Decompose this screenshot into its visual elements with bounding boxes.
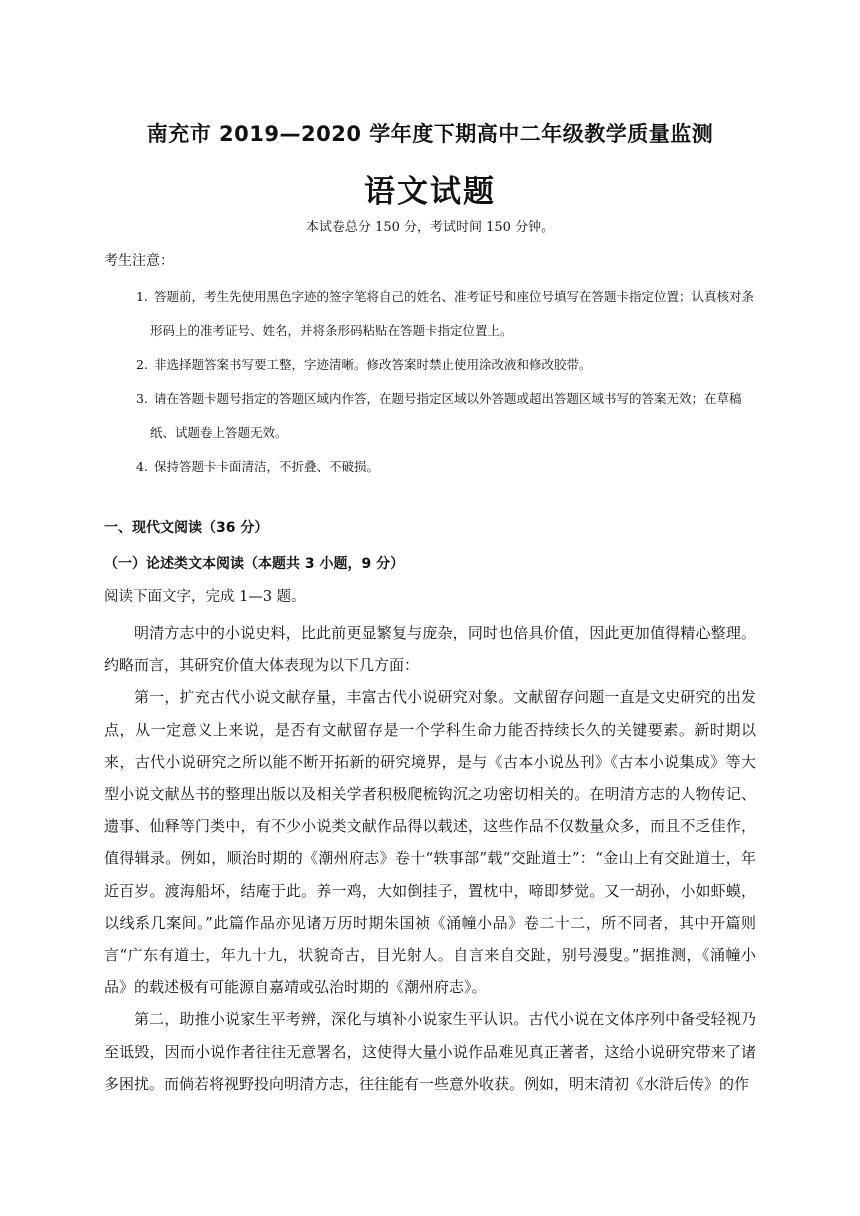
notice-item-text: 请在答题卡题号指定的答题区域内作答，在题号指定区域以外答题或超出答题区域书写的答案无效；在草稿纸、试题卷上答题无效。 <box>150 391 742 440</box>
notice-item-number: 4. <box>136 459 148 474</box>
notice-item-number: 1. <box>136 289 148 304</box>
notice-item <box>104 382 764 450</box>
notice-title: 考生注意： <box>104 253 174 269</box>
exam-title: 南充市 2019—2020 学年度下期高中二年级教学质量监测 <box>146 122 714 146</box>
notice-item-number: 3. <box>136 391 148 406</box>
notice-item <box>104 450 764 484</box>
notice-item-text: 答题前，考生先使用黑色字迹的签字笔将自己的姓名、准考证号和座位号填写在答题卡指定位置；认真核对条形码上的准考证号、姓名，并将条形码粘贴在答题卡指定位置上。 <box>150 289 754 338</box>
exam-info: 本试卷总分 150 分，考试时间 150 分钟。 <box>305 220 555 235</box>
notice-item <box>104 348 764 382</box>
passage-paragraph: 第二，助推小说家生平考辨，深化与填补小说家生平认识。古代小说在文体序列中备受轻视乃至诋毁，因而小说作者往往无意署名，这使得大量小说作品难见真正著者，这给小说研究带来了诸多困扰。而倘若将视野投向明清方志，往往能有一些意外收获。例如，明末清初《水浒后传》的作 <box>104 1010 756 1093</box>
notice-item-number: 2. <box>136 357 148 372</box>
notice-list <box>104 280 764 484</box>
notice-item-text: 非选择题答案书写要工整，字迹清晰。修改答案时禁止使用涂改液和修改胶带。 <box>153 357 592 372</box>
subject-title: 语文试题 <box>364 174 496 210</box>
reading-instruction: 阅读下面文字，完成 1—3 题。 <box>104 589 306 605</box>
section-title: 一、现代文阅读（36 分） <box>104 520 269 536</box>
section-subtitle: （一）论述类文本阅读（本题共 3 小题，9 分） <box>104 556 405 572</box>
notice-item-text: 保持答题卡卡面清洁，不折叠、不破损。 <box>153 459 379 474</box>
reading-passage <box>104 617 756 1100</box>
notice-item <box>104 280 764 348</box>
passage-paragraph: 第一，扩充古代小说文献存量，丰富古代小说研究对象。文献留存问题一直是文史研究的出发点，从一定意义上来说，是否有文献留存是一个学科生命力能否持续长久的关键要素。新时期以来，古代小说研究之所以能不断开拓新的研究境界，是与《古本小说丛刊》《古本小说集成》等大型小说文献丛书的整理出版以及相关学者积极爬梳钩沉之功密切相关的。在明清方志的人物传记、遗事、仙释等门类中，有不少小说类文献作品得以载述，这些作品不仅数量众多，而且不乏佳作，值得辑录。例如，顺治时期的《潮州府志》卷十“轶事部”载“交趾道士”：“金山上有交趾道士，年近百岁。渡海船坏，结庵于此。养一鸡，大如倒挂子，置枕中，啼即梦觉。又一胡孙，小如虾蟆，以线系几案间。”此篇作品亦见诸万历时期朱国祯《涌幢小品》卷二十二，所不同者，其中开篇则言“广东有道士，年九十九，状貌奇古，目光射人。自言来自交趾，别号漫叟。”据推测，《涌幢小品》的载述极有可能源自嘉靖或弘治时期的《潮州府志》。 <box>104 688 756 997</box>
passage-paragraph: 明清方志中的小说史料，比此前更显繁复与庞杂，同时也倍具价值，因此更加值得精心整理。约略而言，其研究价值大体表现为以下几方面： <box>104 624 756 675</box>
